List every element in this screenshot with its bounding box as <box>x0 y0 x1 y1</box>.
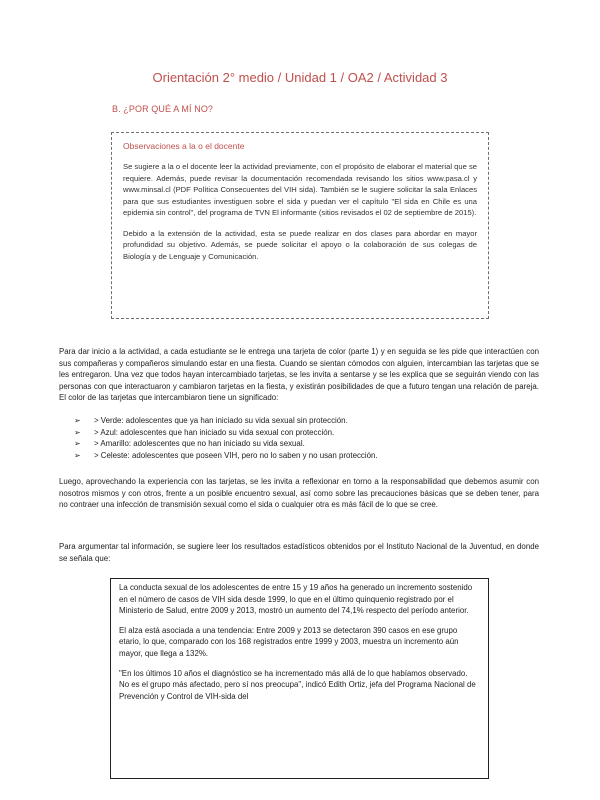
reflection-paragraph: Luego, aprovechando la experiencia con las tarjetas, se les invita a reflexionar en torno a la responsabilidad que debemos asumir con nosotros mismos y con otros, frente a un posible encuentro sexual, así como sobre las precauciones básicas que se deben tener, para no contraer una infección de transmisión sexual como el sida o cualquier otra es más fácil de lo que se cree. <box>59 477 539 510</box>
list-item <box>72 450 512 462</box>
list-item <box>72 438 512 450</box>
arrow-bullet-icon: ➢ <box>74 450 81 460</box>
statistics-quote-box <box>110 578 489 779</box>
list-item <box>72 415 512 427</box>
list-item-text: > Celeste: adolescentes que poseen VIH, pero no lo saben y no usan protección. <box>94 450 378 460</box>
list-item <box>72 427 512 439</box>
list-item-text: > Amarillo: adolescentes que no han iniciado su vida sexual. <box>94 439 305 449</box>
quote-paragraph: "En los últimos 10 años el diagnóstico se ha incrementado más allá de lo que habíamos observado. No es el grupo más afectado, pero sí nos preocupa", indicó Edith Ortiz, jefa del Programa Nacional de Prevención y Control de VIH-sida del <box>119 668 476 701</box>
intro-paragraph: Para dar inicio a la actividad, a cada estudiante se le entrega una tarjeta de color (parte 1) y en seguida se les pide que interactúen con sus compañeras y compañeros simulando estar en una fiesta. Cuando se sientan cómodos con alguien, intercambian las tarjetas que se les entregaron. Una vez que todos hayan intercambiado tarjetas, se les invita a sentarse y se les explica que se seguirán viendo con las personas con que interactuaron y cambiaron tarjetas en la fiesta, y existirán posibilidades de que a futuro tengan una relación de pareja. El color de las tarjetas que intercambiaron tiene un significado: <box>59 347 539 403</box>
list-item-text: > Azul: adolescentes que han iniciado su vida sexual con protección. <box>94 427 335 437</box>
teacher-notes-paragraph: Se sugiere a la o el docente leer la actividad previamente, con el propósito de elaborar el material que se requiere. Además, puede revisar la documentación recomendada revisando los sitios www.pasa.cl y www.minsal.cl (PDF Política Consecuentes del VIH sida). También se le sugiere solicitar la sala Enlaces para que sus estudiantes investiguen sobre el sida y puedan ver el capítulo "El sida en Chile es una epidemia sin control", del programa de TVN El informante (sitios revisados el 02 de septiembre de 2015). <box>123 162 477 217</box>
arrow-bullet-icon: ➢ <box>74 439 81 449</box>
card-color-list <box>72 415 512 461</box>
section-heading: B. ¿POR QUÉ A MÍ NO? <box>112 104 214 114</box>
quote-paragraph: El alza está asociada a una tendencia: Entre 2009 y 2013 se detectaron 390 casos en ese grupo etario, lo que, comparado con los 168 registrados entre 1999 y 2003, muestra un incremento aún mayor, que llega a 132%. <box>119 625 459 658</box>
quote-paragraph: La conducta sexual de los adolescentes de entre 15 y 19 años ha generado un incremento sostenido en el número de casos de VIH sida desde 1999, lo que en el último quinquenio registrado por el Ministerio de Salud, entre 2009 y 2013, mostró un aumento del 74,1% respecto del período anterior. <box>119 583 473 616</box>
list-item-text: > Verde: adolescentes que ya han iniciado su vida sexual sin protección. <box>94 416 348 425</box>
teacher-notes-box <box>111 132 489 319</box>
arrow-bullet-icon: ➢ <box>74 427 81 437</box>
page-header-title: Orientación 2° medio / Unidad 1 / OA2 / Actividad 3 <box>152 70 448 85</box>
teacher-notes-paragraph: Debido a la extensión de la actividad, esta se puede realizar en dos clases para abordar en mayor profundidad su objetivo. Además, se puede solicitar el apoyo o la colaboración de sus colegas de Biología y de Lenguaje y Comunicación. <box>123 228 477 261</box>
teacher-notes-title: Observaciones a la o el docente <box>123 141 245 151</box>
statistics-intro-paragraph: Para argumentar tal información, se sugiere leer los resultados estadísticos obtenidos por el Instituto Nacional de la Juventud, en donde se señala que: <box>59 542 539 563</box>
arrow-bullet-icon: ➢ <box>74 416 81 425</box>
